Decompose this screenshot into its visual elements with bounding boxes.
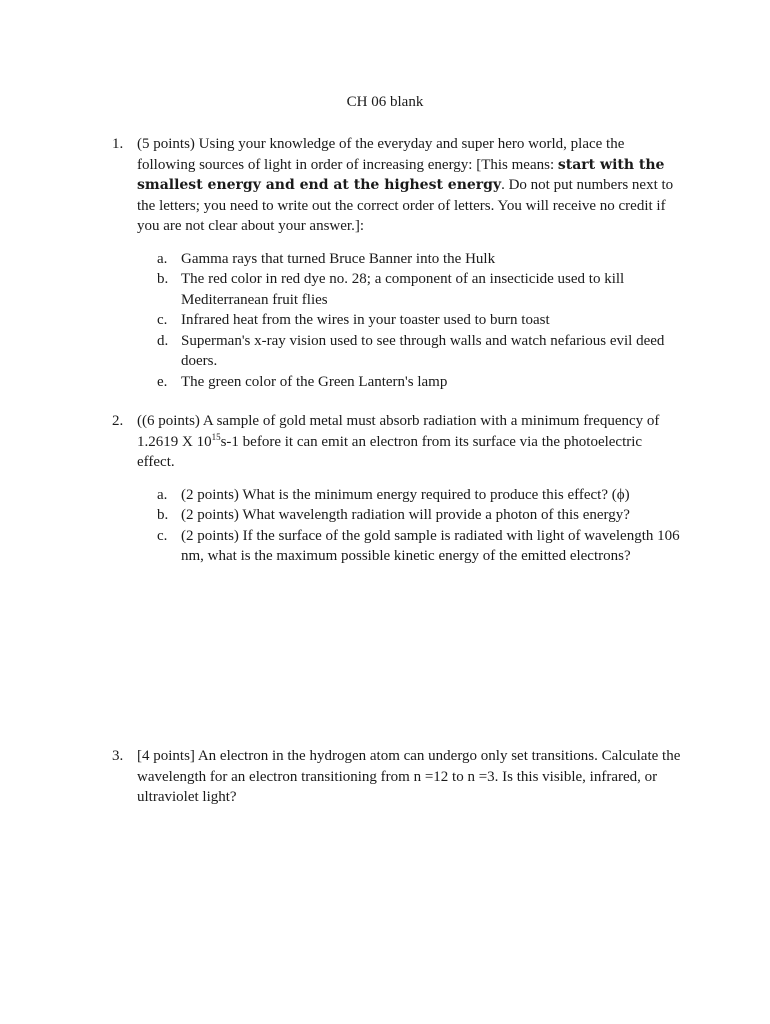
list-item — [157, 269, 682, 310]
list-item — [157, 249, 682, 270]
item-label: b. — [157, 271, 169, 287]
question-2-text-post: s-1 before it can emit an electron from its surface via the photoelectric effect. — [137, 433, 643, 470]
question-3 — [112, 746, 682, 808]
item-text: The red color in red dye no. 28; a component of an insecticide used to kill Mediterranean fruit flies — [181, 271, 625, 308]
item-label: c. — [157, 527, 168, 544]
item-label: b. — [157, 507, 169, 523]
question-2-text — [137, 411, 682, 473]
question-1 — [112, 134, 682, 392]
page-title: CH 06 blank — [346, 94, 424, 110]
list-item — [157, 505, 682, 526]
item-label: a. — [157, 486, 168, 503]
question-1-text-post: . Do not put numbers next to the letters; you need to write out the correct order of letters. You will receive no credit if you are not clear about your answer.]: — [137, 177, 674, 234]
item-text: Gamma rays that turned Bruce Banner into the Hulk — [181, 250, 496, 267]
item-label: e. — [157, 373, 168, 390]
item-text: The green color of the Green Lantern's lamp — [181, 373, 448, 390]
question-2-parts — [157, 485, 682, 567]
item-text: (2 points) What is the minimum energy required to produce this effect? (ϕ) — [181, 486, 630, 503]
question-3-text: [4 points] An electron in the hydrogen atom can undergo only set transitions. Calculate the wavelength for an electron transitioning from n =12 to n =3. Is this visible, infrared, or ultraviolet light? — [137, 748, 681, 805]
item-label: a. — [157, 250, 168, 267]
item-label: d. — [157, 332, 169, 349]
list-item — [157, 485, 682, 506]
question-1-text — [137, 134, 682, 237]
question-2-number: 2. — [112, 413, 124, 429]
question-3-number: 3. — [112, 748, 124, 764]
item-text: (2 points) What wavelength radiation will provide a photon of this energy? — [181, 507, 630, 523]
question-2-exponent: 15 — [211, 431, 221, 442]
item-text: Infrared heat from the wires in your toaster used to burn toast — [181, 312, 550, 328]
list-item — [157, 331, 682, 372]
list-item — [157, 310, 682, 331]
item-text: Superman's x-ray vision used to see through walls and watch nefarious evil deed doers. — [181, 332, 665, 369]
question-1-number: 1. — [112, 136, 124, 152]
item-text: (2 points) If the surface of the gold sample is radiated with light of wavelength 106 nm, what is the maximum possible kinetic energy of the emitted electrons? — [181, 527, 680, 564]
list-item — [157, 526, 682, 567]
question-1-options — [157, 249, 682, 393]
item-label: c. — [157, 312, 168, 328]
question-2 — [112, 411, 682, 567]
list-item — [157, 372, 682, 393]
question-2-text-pre: ((6 points) A sample of gold metal must absorb radiation with a minimum frequency of 1.2619 X 10 — [137, 413, 660, 450]
question-1-text-pre: (5 points) Using your knowledge of the everyday and super hero world, place the following sources of light in order of increasing energy: [This means: — [137, 136, 625, 173]
question-1-bold-text: start with the smallest energy and end at the highest energy — [137, 156, 665, 193]
